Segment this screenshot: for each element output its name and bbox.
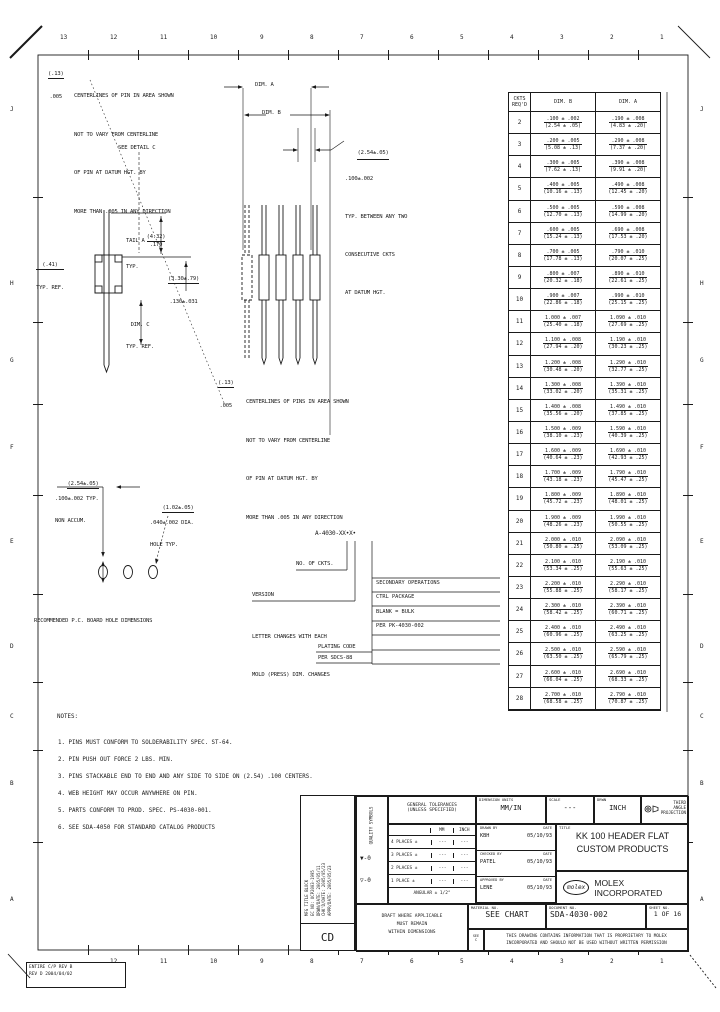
zone-number-top: 2 bbox=[610, 34, 614, 41]
signoff-row: DRAWN BY DATE KBH 05/10/93 bbox=[477, 825, 555, 851]
zone-letter-right: D bbox=[700, 643, 704, 650]
zone-number-top: 5 bbox=[460, 34, 464, 41]
zone-letter-left: H bbox=[10, 280, 14, 287]
zone-number-top: 10 bbox=[210, 34, 218, 41]
see-detail-c-label: SEE DETAIL C bbox=[118, 145, 156, 151]
zone-tick bbox=[683, 404, 693, 405]
tolerance-table: MM INCH 4 PLACES ± --- --- 3 PLACES ± --- --- 2 PLACES ± --- --- 1 PLACE ± --- --- ANGULAR ± 1/2° bbox=[388, 824, 476, 904]
zone-tick bbox=[488, 50, 489, 60]
tolerance-row: 1 PLACE ± --- --- bbox=[389, 875, 475, 888]
scale-cell: SCALE --- bbox=[546, 796, 594, 824]
units-cell: DIMENSION UNITS MM/IN bbox=[476, 796, 546, 824]
order-version-label: VERSION bbox=[252, 592, 274, 598]
centerline-note-top: CENTERLINES OF PIN IN AREA SHOWN NOT TO VARY FROM CENTERLINE OF PIN AT DATUM HGT. BY MORE THAN .005 IN ANY DIRECTION bbox=[74, 92, 174, 216]
zone-tick bbox=[683, 682, 693, 683]
zone-tick bbox=[683, 495, 693, 496]
zone-number-top: 12 bbox=[110, 34, 118, 41]
zone-letter-right: E bbox=[700, 538, 704, 545]
zone-tick bbox=[33, 495, 43, 496]
zone-tick bbox=[683, 197, 693, 198]
corner-trim-mark bbox=[690, 955, 716, 988]
note-item: 6. SEE SDA-4050 FOR STANDARD CATALOG PRODUCTS bbox=[58, 825, 216, 831]
tolerance-fraction-topleft: (.13) .005 bbox=[48, 71, 64, 100]
tolerance-row: 4 PLACES ± --- --- bbox=[389, 836, 475, 849]
dimension-table bbox=[508, 92, 661, 711]
document-cell: DOCUMENT NO. SDA-4030-002 bbox=[546, 904, 646, 929]
material-cell: MATERIAL NO. SEE CHART bbox=[468, 904, 546, 929]
order-box-row: BLANK = BULK bbox=[376, 608, 415, 615]
zone-tick bbox=[33, 682, 43, 683]
dim-b-column-header: DIM. B bbox=[531, 93, 596, 111]
table-row: 2 .100 ± .002 (2.54 ± .05) .190 ± .008 (4.83 ± .20) bbox=[509, 112, 660, 134]
table-row: 3 .200 ± .005 (5.08 ± .13) .290 ± .008 (7.37 ± .20) bbox=[509, 134, 660, 156]
table-row: 12 1.100 ± .008 (27.94 ± .20) 1.190 ± .010 (30.23 ± .25) bbox=[509, 333, 660, 355]
table-row: 13 1.200 ± .008 (30.48 ± .20) 1.290 ± .010 (32.77 ± .25) bbox=[509, 356, 660, 378]
zone-number-bottom: 12 bbox=[110, 958, 118, 965]
table-row: 19 1.800 ± .009 (45.72 ± .23) 1.890 ± .010 (48.01 ± .25) bbox=[509, 488, 660, 510]
zone-number-bottom: 10 bbox=[210, 958, 218, 965]
table-row: 18 1.700 ± .009 (43.18 ± .23) 1.790 ± .010 (45.47 ± .25) bbox=[509, 466, 660, 488]
zone-tick bbox=[138, 945, 139, 955]
order-plating-label: PLATING CODE bbox=[318, 644, 356, 650]
zone-tick bbox=[138, 50, 139, 60]
signoff-row: APPROVED BY DATE LENE 05/10/93 bbox=[477, 877, 555, 903]
corner-revision-note: ENTIRE C/P REV B REV D 2004/04/02 bbox=[26, 962, 126, 988]
zone-number-bottom: 3 bbox=[560, 958, 564, 965]
company-name: MOLEX INCORPORATED bbox=[594, 877, 663, 898]
zone-number-top: 8 bbox=[310, 34, 314, 41]
table-row: 10 .900 ± .007 (22.86 ± .18) .990 ± .010 (25.15 ± .25) bbox=[509, 289, 660, 311]
zone-number-bottom: 2 bbox=[610, 958, 614, 965]
quality-symbol-1: ▼-0 bbox=[360, 855, 371, 862]
zone-number-bottom: 6 bbox=[410, 958, 414, 965]
table-row: 16 1.500 ± .009 (38.10 ± .23) 1.590 ± .010 (40.39 ± .25) bbox=[509, 422, 660, 444]
see-cell: SEE C bbox=[468, 929, 484, 952]
company-cell bbox=[556, 871, 689, 904]
zone-number-top: 9 bbox=[260, 34, 264, 41]
title-cell: TITLE KK 100 HEADER FLAT CUSTOM PRODUCTS bbox=[556, 824, 689, 871]
zone-number-bottom: 1 bbox=[660, 958, 664, 965]
order-version-note: LETTER CHANGES WITH EACH MOLD (PRESS) DIM. CHANGES bbox=[252, 634, 330, 679]
zone-letter-left: J bbox=[10, 106, 14, 113]
tolerance-row: 3 PLACES ± --- --- bbox=[389, 849, 475, 862]
zone-number-top: 6 bbox=[410, 34, 414, 41]
table-row: 14 1.300 ± .008 (33.02 ± .20) 1.390 ± .010 (35.31 ± .25) bbox=[509, 378, 660, 400]
dim-b-label: DIM. B bbox=[262, 110, 281, 116]
sheet-cell: SHEET NO. 1 OF 16 bbox=[646, 904, 689, 929]
note-item: 3. PINS STACKABLE END TO END AND ANY SIDE TO SIDE ON (2.54) .100 CENTERS. bbox=[58, 774, 313, 780]
zone-tick bbox=[33, 842, 43, 843]
dim-a-label: DIM. A bbox=[255, 82, 274, 88]
length-dimension: (3.30±.79) .130±.031 bbox=[168, 276, 200, 305]
zone-tick bbox=[33, 322, 43, 323]
pcb-pitch-dimension: (2.54±.05) .100±.002 TYP. NON ACCUM. bbox=[55, 481, 99, 524]
document-number: SDA-4030-002 bbox=[550, 910, 608, 920]
mfg-title-block-strip bbox=[300, 795, 355, 951]
zone-tick bbox=[88, 50, 89, 60]
zone-tick bbox=[238, 50, 239, 60]
table-row: 11 1.000 ± .007 (25.40 ± .18) 1.090 ± .010 (27.69 ± .25) bbox=[509, 311, 660, 333]
quality-symbols-cell: QUALITY SYMBOLS ▼-0 ▽-0 bbox=[356, 796, 388, 904]
table-row: 25 2.400 ± .010 (60.96 ± .25) 2.490 ± .010 (63.25 ± .25) bbox=[509, 621, 660, 643]
order-part-number: A-4030-XX•X• bbox=[315, 530, 356, 537]
zone-tick bbox=[638, 50, 639, 60]
zone-tick bbox=[683, 594, 693, 595]
zone-letter-right: G bbox=[700, 357, 704, 364]
mfg-strip-line: APPR/DATE: 2005/05/23 bbox=[327, 865, 333, 916]
table-row: 22 2.100 ± .010 (53.34 ± .25) 2.190 ± .010 (55.63 ± .25) bbox=[509, 555, 660, 577]
zone-letter-left: G bbox=[10, 357, 14, 364]
order-plating-ref: PER SDCS-88 bbox=[318, 655, 353, 661]
zone-tick bbox=[288, 945, 289, 955]
mfg-strip-line: EC NO: UCP2003-1995 bbox=[309, 870, 315, 916]
table-row: 24 2.300 ± .010 (58.42 ± .25) 2.390 ± .010 (60.71 ± .25) bbox=[509, 599, 660, 621]
zone-tick bbox=[438, 50, 439, 60]
zone-letter-left: B bbox=[10, 780, 14, 787]
zone-tick bbox=[338, 50, 339, 60]
zone-tick bbox=[33, 594, 43, 595]
material-value: SEE CHART bbox=[485, 910, 529, 920]
table-row: 8 .700 ± .005 (17.78 ± .13) .790 ± .010 (20.07 ± .25) bbox=[509, 245, 660, 267]
zone-tick bbox=[238, 945, 239, 955]
mfg-strip-line: CHK'D/DATE: 2005/05/23 bbox=[321, 863, 327, 916]
mfg-strip-line: MFG TITLE BLOCK bbox=[304, 879, 309, 916]
order-box-row: CTRL PACKAGE bbox=[376, 594, 415, 601]
ref-dimension-left: (.41) TYP. REF. bbox=[36, 262, 65, 291]
zone-number-bottom: 5 bbox=[460, 958, 464, 965]
zone-letter-left: A bbox=[10, 896, 14, 903]
zone-number-top: 4 bbox=[510, 34, 514, 41]
title-block bbox=[355, 795, 688, 951]
table-row: 28 2.700 ± .010 (68.58 ± .25) 2.790 ± .010 (70.87 ± .25) bbox=[509, 688, 660, 710]
proprietary-note: THIS DRAWING CONTAINS INFORMATION THAT IS PROPRIETARY TO MOLEX INCORPORATED AND SHOULD NOT BE USED WITHOUT WRITTEN PERMISSION bbox=[484, 929, 689, 952]
note-item: 5. PARTS CONFORM TO PROD. SPEC. PS-4030-001. bbox=[58, 808, 212, 814]
zone-number-bottom: 8 bbox=[310, 958, 314, 965]
tail-a-dimension: TAIL A (4.32) .170 TYP. bbox=[126, 234, 166, 270]
pcb-hole-dimension: (1.02±.05) .040±.002 DIA. HOLE TYP. bbox=[150, 505, 194, 548]
draft-note: DRAFT WHERE APPLICABLE MUST REMAIN WITHIN DIMENSIONS bbox=[356, 904, 468, 952]
zone-letter-left: D bbox=[10, 643, 14, 650]
zone-letter-right: H bbox=[700, 280, 704, 287]
sheet-number: 1 OF 16 bbox=[653, 910, 682, 919]
table-row: 9 .800 ± .007 (20.32 ± .18) .890 ± .010 (22.61 ± .25) bbox=[509, 267, 660, 289]
zone-number-top: 1 bbox=[660, 34, 664, 41]
general-tolerances-header: GENERAL TOLERANCES (UNLESS SPECIFIED) bbox=[388, 796, 476, 824]
zone-letter-right: C bbox=[700, 713, 704, 720]
table-row: 26 2.500 ± .010 (63.50 ± .25) 2.590 ± .010 (65.79 ± .25) bbox=[509, 643, 660, 665]
zone-tick bbox=[683, 750, 693, 751]
zone-letter-left: F bbox=[10, 444, 14, 451]
zone-tick bbox=[33, 197, 43, 198]
note-item: 1. PINS MUST CONFORM TO SOLDERABILITY SPEC. ST-64. bbox=[58, 740, 233, 746]
drawn-units-cell: DRWN INCH bbox=[594, 796, 641, 824]
order-box-row: SECONDARY OPERATIONS bbox=[376, 580, 440, 586]
third-angle-symbol bbox=[644, 803, 659, 815]
table-row: 4 .300 ± .005 (7.62 ± .13) .390 ± .008 (9.91 ± .20) bbox=[509, 156, 660, 178]
zone-tick bbox=[33, 404, 43, 405]
order-ckts-label: NO. OF CKTS. bbox=[296, 561, 334, 567]
zone-number-top: 13 bbox=[60, 34, 68, 41]
zone-tick bbox=[33, 750, 43, 751]
zone-tick bbox=[588, 50, 589, 60]
dimension-table-header: CKTS REQ'D DIM. B DIM. A bbox=[509, 93, 660, 112]
zone-tick bbox=[388, 50, 389, 60]
zone-letter-right: J bbox=[700, 106, 704, 113]
table-row: 6 .500 ± .005 (12.70 ± .13) .590 ± .008 (14.99 ± .20) bbox=[509, 201, 660, 223]
note-item: 4. WEB HEIGHT MAY OCCUR ANYWHERE ON PIN. bbox=[58, 791, 198, 797]
tolerance-row: 2 PLACES ± --- --- bbox=[389, 862, 475, 875]
centerline-note-mid: CENTERLINES OF PINS IN AREA SHOWN NOT TO VARY FROM CENTERLINE OF PIN AT DATUM HGT. BY MORE THAN .005 IN ANY DIRECTION bbox=[246, 398, 349, 522]
quality-symbol-2: ▽-0 bbox=[360, 877, 371, 884]
zone-number-bottom: 7 bbox=[360, 958, 364, 965]
table-row: 23 2.200 ± .010 (55.88 ± .25) 2.290 ± .010 (58.17 ± .25) bbox=[509, 577, 660, 599]
molex-logo: molex bbox=[563, 880, 589, 895]
angular-tolerance: ANGULAR ± 1/2° bbox=[413, 891, 451, 896]
zone-number-bottom: 4 bbox=[510, 958, 514, 965]
zone-number-top: 11 bbox=[160, 34, 168, 41]
table-row: 7 .600 ± .005 (15.24 ± .13) .690 ± .008 (17.53 ± .20) bbox=[509, 223, 660, 245]
table-row: 5 .400 ± .005 (10.16 ± .13) .490 ± .008 (12.45 ± .20) bbox=[509, 178, 660, 200]
table-row: 20 1.900 ± .009 (48.26 ± .23) 1.990 ± .010 (50.55 ± .25) bbox=[509, 511, 660, 533]
zone-number-top: 3 bbox=[560, 34, 564, 41]
zone-tick bbox=[288, 50, 289, 60]
notes-title: NOTES: bbox=[57, 714, 78, 720]
table-row: 21 2.000 ± .010 (50.80 ± .25) 2.090 ± .010 (53.09 ± .25) bbox=[509, 533, 660, 555]
pcb-caption: RECOMMENDED P.C. BOARD HOLE DIMENSIONS bbox=[34, 618, 153, 624]
mfg-strip-line: DRWN/DATE: 2005/05/11 bbox=[315, 865, 321, 916]
zone-number-bottom: 9 bbox=[260, 958, 264, 965]
dim-a-column-header: DIM. A bbox=[618, 99, 638, 105]
zone-letter-left: C bbox=[10, 713, 14, 720]
zone-letter-right: F bbox=[700, 444, 704, 451]
signoff-block bbox=[476, 824, 556, 904]
table-row: 15 1.400 ± .008 (35.56 ± .20) 1.490 ± .010 (37.85 ± .25) bbox=[509, 400, 660, 422]
zone-letter-right: A bbox=[700, 896, 704, 903]
corner-trim-mark bbox=[678, 26, 710, 58]
zone-number-bottom: 11 bbox=[160, 958, 168, 965]
cd-box: CD bbox=[301, 923, 354, 950]
drawing-title: KK 100 HEADER FLAT CUSTOM PRODUCTS bbox=[575, 831, 670, 855]
zone-tick bbox=[188, 945, 189, 955]
signoff-row: CHECKED BY DATE PATEL 05/10/93 bbox=[477, 851, 555, 877]
zone-number-top: 7 bbox=[360, 34, 364, 41]
zone-tick bbox=[538, 50, 539, 60]
zone-tick bbox=[683, 322, 693, 323]
tolerance-fraction-mid: (.13) .005 bbox=[218, 380, 234, 409]
pitch-note: (2.54±.05) .100±.002 TYP. BETWEEN ANY TWO CONSECUTIVE CKTS AT DATUM HGT. bbox=[345, 134, 407, 325]
projection-cell: THIRD ANGLE PROJECTION bbox=[641, 796, 689, 824]
table-row: 27 2.600 ± .010 (66.04 ± .25) 2.690 ± .010 (68.33 ± .25) bbox=[509, 666, 660, 688]
table-row: 17 1.600 ± .009 (40.64 ± .23) 1.690 ± .010 (42.93 ± .25) bbox=[509, 444, 660, 466]
corner-trim-mark bbox=[10, 26, 42, 58]
zone-tick bbox=[88, 945, 89, 955]
order-box-row: PER PK-4030-002 bbox=[376, 622, 424, 629]
zone-letter-right: B bbox=[700, 780, 704, 787]
zone-letter-left: E bbox=[10, 538, 14, 545]
note-item: 2. PIN PUSH OUT FORCE 2 LBS. MIN. bbox=[58, 757, 174, 763]
zone-tick bbox=[188, 50, 189, 60]
dim-c-label: DIM. C TYP. REF. bbox=[126, 322, 155, 350]
